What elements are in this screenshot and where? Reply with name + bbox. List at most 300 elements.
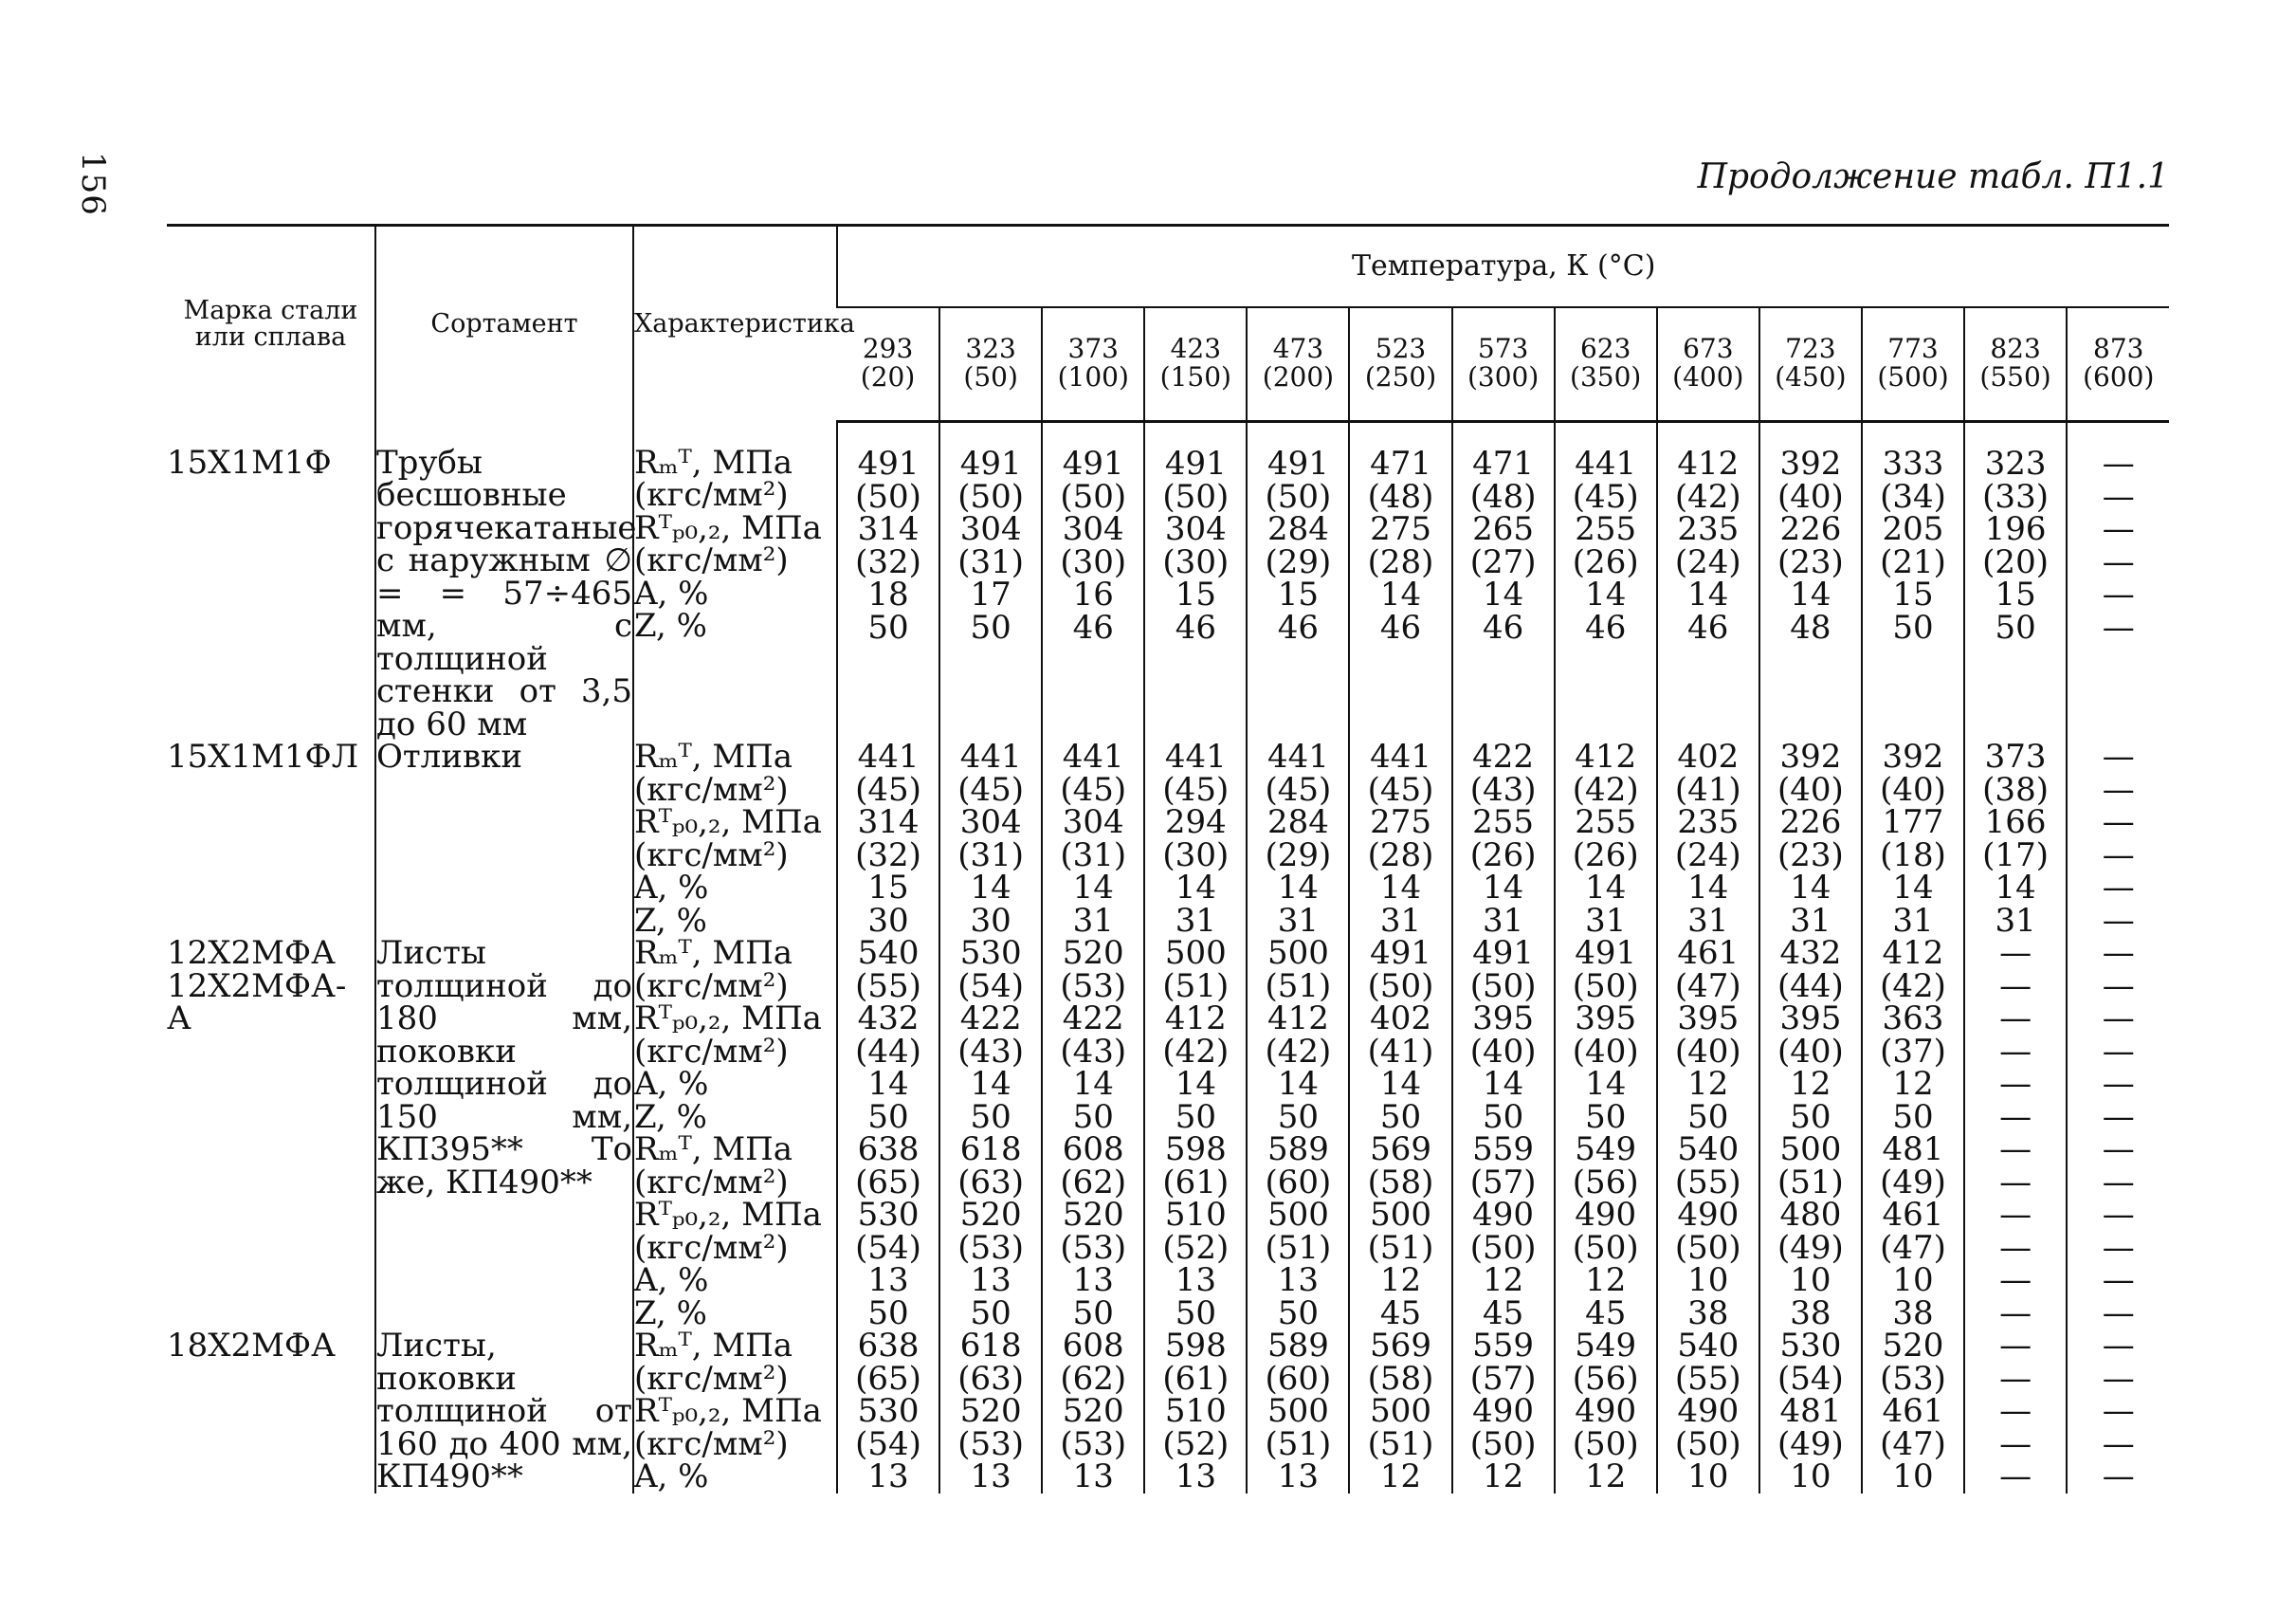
value: (45): [1162, 773, 1230, 806]
value: —: [1999, 1395, 2032, 1428]
value: —: [2102, 1264, 2135, 1297]
value: (20): [1982, 545, 2049, 578]
value: (40): [1777, 773, 1844, 806]
value-cell: [1452, 1329, 1555, 1494]
value: (28): [1367, 545, 1434, 578]
value: 14: [867, 1068, 909, 1101]
value: 46: [1379, 611, 1422, 644]
value: 491: [1370, 937, 1431, 970]
value: (24): [1674, 545, 1741, 578]
value-cell: [837, 741, 939, 937]
value-cell: [2067, 937, 2169, 1329]
value: 15: [1277, 578, 1320, 612]
value-cell: [1555, 422, 1657, 742]
value: (53): [1060, 1231, 1127, 1264]
value: 50: [1892, 1100, 1934, 1133]
value: 50: [1277, 1100, 1320, 1133]
value-cell: [1144, 741, 1247, 937]
characteristic: (кгс/мм²): [634, 969, 789, 1002]
value-cell: [1555, 1329, 1657, 1494]
value: 10: [1790, 1460, 1831, 1494]
steel-grade-cell: [167, 741, 375, 937]
value: 530: [857, 1395, 920, 1428]
value-cell: [1042, 937, 1144, 1329]
value: (50): [1674, 1231, 1741, 1264]
value: 12: [1790, 1068, 1831, 1101]
temp-header: [1759, 307, 1862, 422]
value: 14: [1072, 1068, 1114, 1101]
value: (51): [1777, 1165, 1844, 1199]
value-cell: [1862, 422, 1964, 742]
temp-kelvin: 773: [1887, 336, 1939, 364]
value: (55): [855, 969, 921, 1002]
value: (30): [1060, 545, 1127, 578]
value: (61): [1162, 1165, 1230, 1199]
value: 13: [867, 1264, 909, 1297]
temp-celsius: (550): [1979, 364, 2051, 393]
value-cell: [1657, 1329, 1759, 1494]
value: (42): [1572, 773, 1639, 806]
value: 255: [1472, 806, 1535, 839]
value: 480: [1779, 1199, 1842, 1232]
characteristic: Z, %: [634, 1296, 707, 1329]
value: 13: [1072, 1460, 1114, 1494]
value: 500: [1266, 1395, 1329, 1428]
value: 46: [1175, 611, 1216, 644]
value: (40): [1674, 1035, 1741, 1068]
value: (60): [1265, 1362, 1332, 1395]
value: 304: [959, 806, 1022, 839]
value: 412: [1575, 741, 1637, 774]
value: (47): [1880, 1231, 1946, 1264]
value-cell: [1042, 1329, 1144, 1494]
value: (52): [1162, 1427, 1230, 1460]
value: (51): [1367, 1231, 1434, 1264]
assortment-cell: Листы, поковки толщиной от 160 до 400 мм, КП490**: [376, 1327, 632, 1495]
value: 314: [857, 806, 920, 839]
value: —: [2102, 904, 2135, 937]
value: —: [2102, 871, 2135, 905]
value: (50): [1060, 480, 1127, 513]
value-cell: [939, 422, 1042, 742]
value: (43): [1469, 773, 1537, 806]
value: 13: [1277, 1460, 1320, 1494]
value-cell: [1964, 741, 2067, 937]
value: 481: [1882, 1133, 1944, 1166]
temp-celsius: (350): [1570, 364, 1642, 393]
value: (51): [1367, 1427, 1434, 1460]
characteristic: A, %: [634, 1264, 709, 1297]
value: —: [1999, 1296, 2032, 1329]
value: (41): [1674, 773, 1741, 806]
value: 226: [1779, 806, 1842, 839]
value: 14: [1175, 1068, 1216, 1101]
value: (58): [1367, 1362, 1434, 1395]
value: (60): [1265, 1165, 1332, 1199]
temp-celsius: (300): [1467, 364, 1540, 393]
value: 520: [959, 1395, 1022, 1428]
value: 481: [1779, 1395, 1842, 1428]
value: 15: [1995, 578, 2036, 612]
value: 14: [1379, 578, 1422, 612]
characteristic: (кгс/мм²): [634, 773, 789, 806]
value: 31: [1379, 904, 1422, 937]
value: 304: [1062, 513, 1124, 546]
value: 14: [1379, 1068, 1422, 1101]
characteristic: (кгс/мм²): [634, 1165, 789, 1199]
characteristic: Rᵀₚ₀,₂, МПа: [634, 1395, 822, 1428]
value-cell: [1144, 1329, 1247, 1494]
value: (50): [1469, 1427, 1537, 1460]
temp-kelvin: 573: [1477, 336, 1529, 364]
value: (50): [1367, 969, 1434, 1002]
temp-celsius: (450): [1775, 364, 1847, 393]
value: 13: [970, 1460, 1011, 1494]
value: (54): [1777, 1362, 1844, 1395]
value: 491: [1575, 937, 1637, 970]
value: (45): [1572, 480, 1639, 513]
value: (47): [1674, 969, 1741, 1002]
value: (33): [1982, 480, 2049, 513]
value: (44): [1777, 969, 1844, 1002]
value: (24): [1674, 838, 1741, 871]
value: 432: [857, 1002, 920, 1036]
value: 441: [959, 741, 1022, 774]
value: 177: [1882, 806, 1944, 839]
value-cell: [1657, 422, 1759, 742]
value: (23): [1777, 838, 1844, 871]
value-cell: [1759, 422, 1862, 742]
value: 15: [1892, 578, 1934, 612]
header-grade: Марка стали или сплава: [167, 226, 375, 422]
value: 50: [1585, 1100, 1627, 1133]
characteristic: Rᵀₚ₀,₂, МПа: [634, 806, 822, 839]
value: 490: [1575, 1395, 1637, 1428]
value: 373: [1984, 741, 2047, 774]
temp-kelvin: 673: [1683, 336, 1734, 364]
value: 14: [1072, 871, 1114, 905]
temp-header: [1349, 307, 1451, 422]
value: (50): [1572, 969, 1639, 1002]
value: —: [1999, 937, 2032, 970]
value: —: [2102, 1199, 2135, 1232]
value: 510: [1164, 1199, 1227, 1232]
value: 392: [1779, 741, 1842, 774]
temp-kelvin: 373: [1067, 336, 1119, 364]
characteristic-cell: [633, 741, 837, 937]
value: (62): [1060, 1362, 1127, 1395]
value: 441: [1575, 448, 1637, 481]
value-cell: [1349, 937, 1451, 1329]
value-cell: [1452, 741, 1555, 937]
value: 412: [1266, 1002, 1329, 1036]
steel-grade-cell: [167, 937, 375, 1329]
value: (47): [1880, 1427, 1946, 1460]
value: 12: [1482, 1264, 1524, 1297]
value: 598: [1164, 1329, 1227, 1363]
value: 608: [1062, 1133, 1124, 1166]
temp-header: [939, 307, 1042, 422]
temp-header: [1042, 307, 1144, 422]
characteristic: A, %: [634, 1068, 709, 1101]
value: 284: [1266, 513, 1329, 546]
value: —: [2102, 1460, 2135, 1494]
value: 520: [1062, 1395, 1124, 1428]
value-cell: [1452, 937, 1555, 1329]
value: —: [2102, 513, 2135, 546]
value-cell: [1349, 1329, 1451, 1494]
value: —: [2102, 1100, 2135, 1133]
value: 13: [970, 1264, 1011, 1297]
value: (43): [1060, 1035, 1127, 1068]
value: (38): [1982, 773, 2049, 806]
temp-celsius: (400): [1672, 364, 1744, 393]
value: 14: [1175, 871, 1216, 905]
value: —: [1999, 1002, 2032, 1036]
value: (54): [957, 969, 1025, 1002]
temp-header: [1862, 307, 1964, 422]
characteristic: Rᵀₚ₀,₂, МПа: [634, 1002, 822, 1036]
continuation-caption: Продолжение табл. П1.1: [1697, 157, 2169, 196]
value: 50: [867, 1100, 909, 1133]
characteristic: Z, %: [634, 1100, 707, 1133]
value: 441: [1266, 741, 1329, 774]
value-cell: [1555, 741, 1657, 937]
value: 10: [1687, 1460, 1729, 1494]
value: —: [1999, 969, 2032, 1002]
value: 50: [1277, 1296, 1320, 1329]
temp-header: [1964, 307, 2067, 422]
value: 50: [1687, 1100, 1729, 1133]
value-cell: [1862, 741, 1964, 937]
value: (54): [855, 1231, 921, 1264]
value-cell: [1247, 422, 1349, 742]
value: (17): [1982, 838, 2049, 871]
value: (62): [1060, 1165, 1127, 1199]
assortment-cell: Отливки: [375, 741, 633, 937]
value: (42): [1265, 1035, 1332, 1068]
value: 549: [1575, 1133, 1637, 1166]
value: 12: [1687, 1068, 1729, 1101]
value: 31: [1790, 904, 1831, 937]
value: 491: [1062, 448, 1124, 481]
value: 31: [1175, 904, 1216, 937]
value: 569: [1370, 1133, 1431, 1166]
value: 402: [1370, 1002, 1431, 1036]
value: 14: [1790, 578, 1831, 612]
characteristic: (кгс/мм²): [634, 838, 789, 871]
value: (18): [1880, 838, 1946, 871]
value-cell: [1349, 741, 1451, 937]
value: 50: [1892, 611, 1934, 644]
value: 14: [1687, 871, 1729, 905]
value: 461: [1882, 1395, 1944, 1428]
value: 441: [857, 741, 920, 774]
value: 255: [1575, 806, 1637, 839]
characteristic: Z, %: [634, 904, 707, 937]
value: (56): [1572, 1165, 1639, 1199]
value: 520: [959, 1199, 1022, 1232]
value: (50): [1469, 1231, 1537, 1264]
value: 461: [1677, 937, 1740, 970]
value: (52): [1162, 1231, 1230, 1264]
value: (63): [957, 1165, 1025, 1199]
value: (61): [1162, 1362, 1230, 1395]
value-cell: [1042, 741, 1144, 937]
value: 46: [1072, 611, 1114, 644]
value: 45: [1379, 1296, 1422, 1329]
temp-kelvin: 523: [1375, 336, 1427, 364]
value: 333: [1882, 448, 1944, 481]
value: 395: [1575, 1002, 1637, 1036]
value: 18: [867, 578, 909, 612]
value: 14: [970, 871, 1011, 905]
value: —: [2102, 1329, 2135, 1363]
value: (43): [957, 1035, 1025, 1068]
value: 559: [1472, 1133, 1535, 1166]
characteristic-cell: [633, 937, 837, 1329]
value: (26): [1469, 838, 1537, 871]
value: —: [2102, 741, 2135, 774]
value: 30: [970, 904, 1011, 937]
value: 520: [1062, 1199, 1124, 1232]
value: 395: [1677, 1002, 1740, 1036]
value-cell: [2067, 741, 2169, 937]
value: —: [2102, 773, 2135, 806]
value: —: [1999, 1460, 2032, 1494]
value: 471: [1370, 448, 1431, 481]
characteristic: A, %: [634, 1460, 709, 1494]
value: 13: [1175, 1264, 1216, 1297]
value: 441: [1164, 741, 1227, 774]
value: (34): [1880, 480, 1946, 513]
value: 402: [1677, 741, 1740, 774]
characteristic: Rₘᵀ, МПа: [634, 1133, 793, 1166]
value: 14: [1687, 578, 1729, 612]
characteristic-cell: [633, 422, 837, 742]
value: 441: [1062, 741, 1124, 774]
value: (42): [1674, 480, 1741, 513]
value: (40): [1777, 480, 1844, 513]
assortment-cell: Листы толщиной до 180 мм, поковки толщиной до 150 мм, КП395** То же, КП490**: [375, 937, 633, 1329]
value: (51): [1265, 969, 1332, 1002]
value: (49): [1777, 1231, 1844, 1264]
header-assortment: Сортамент: [375, 226, 633, 422]
characteristic: Rᵀₚ₀,₂, МПа: [634, 511, 822, 544]
value: (51): [1265, 1231, 1332, 1264]
value: 323: [1984, 448, 2047, 481]
value: 235: [1677, 806, 1740, 839]
value: 10: [1687, 1264, 1729, 1297]
value: —: [2102, 937, 2135, 970]
steel-grade-cell: [167, 1329, 375, 1494]
value: 491: [1472, 937, 1535, 970]
temp-kelvin: 623: [1579, 336, 1631, 364]
value-cell: [1247, 741, 1349, 937]
value-cell: [939, 937, 1042, 1329]
value: 14: [1277, 871, 1320, 905]
value: 31: [1585, 904, 1627, 937]
value: —: [1999, 1231, 2032, 1264]
value: 14: [1585, 578, 1627, 612]
value: (44): [855, 1035, 921, 1068]
value: 45: [1585, 1296, 1627, 1329]
value-cell: [837, 1329, 939, 1494]
value: 15: [1175, 578, 1216, 612]
value: 13: [867, 1460, 909, 1494]
value-cell: [1144, 422, 1247, 742]
value: 500: [1266, 1199, 1329, 1232]
value: 491: [1266, 448, 1329, 481]
value: 500: [1779, 1133, 1842, 1166]
value: 166: [1984, 806, 2047, 839]
value: 589: [1266, 1133, 1329, 1166]
value: (51): [1265, 1427, 1332, 1460]
value: 461: [1882, 1199, 1944, 1232]
temp-kelvin: 323: [965, 336, 1016, 364]
value: 14: [1482, 578, 1524, 612]
value: 491: [959, 448, 1022, 481]
value: 265: [1472, 513, 1535, 546]
value: 226: [1779, 513, 1842, 546]
value: (31): [957, 545, 1025, 578]
value: 38: [1892, 1296, 1934, 1329]
characteristic: Rₘᵀ, МПа: [634, 446, 793, 479]
value: (53): [957, 1231, 1025, 1264]
value-cell: [2067, 1329, 2169, 1494]
value: 441: [1370, 741, 1431, 774]
value: (40): [1572, 1035, 1639, 1068]
value: 50: [970, 611, 1011, 644]
value: 12: [1379, 1460, 1422, 1494]
steel-grade: 15Х1М1ФЛ: [167, 741, 359, 774]
value: (29): [1265, 838, 1332, 871]
value: 540: [1677, 1329, 1740, 1363]
temp-kelvin: 473: [1272, 336, 1324, 364]
value: 50: [867, 611, 909, 644]
value: (45): [1265, 773, 1332, 806]
value: —: [2102, 1002, 2135, 1036]
value: (65): [855, 1165, 921, 1199]
value: (50): [957, 480, 1025, 513]
temp-celsius: (200): [1262, 364, 1335, 393]
value: 491: [857, 448, 920, 481]
steel-grade-cell: [167, 422, 375, 742]
temp-header: [2067, 307, 2169, 422]
characteristic: (кгс/мм²): [634, 544, 789, 577]
value: (31): [957, 838, 1025, 871]
characteristic: A, %: [634, 871, 709, 905]
value: 549: [1575, 1329, 1637, 1363]
value: 412: [1164, 1002, 1227, 1036]
value: 422: [1472, 741, 1535, 774]
value: 13: [1072, 1264, 1114, 1297]
value: —: [2102, 448, 2135, 481]
value: (30): [1162, 545, 1230, 578]
value: 530: [1779, 1329, 1842, 1363]
value: —: [1999, 1100, 2032, 1133]
temp-kelvin: 723: [1785, 336, 1836, 364]
value: 15: [867, 871, 909, 905]
temp-celsius: (150): [1159, 364, 1231, 393]
value: 12: [1482, 1460, 1524, 1494]
temp-celsius: (20): [860, 364, 916, 393]
value: 559: [1472, 1329, 1535, 1363]
value: 530: [857, 1199, 920, 1232]
value: 50: [867, 1296, 909, 1329]
value: (53): [957, 1427, 1025, 1460]
value-cell: [1555, 937, 1657, 1329]
